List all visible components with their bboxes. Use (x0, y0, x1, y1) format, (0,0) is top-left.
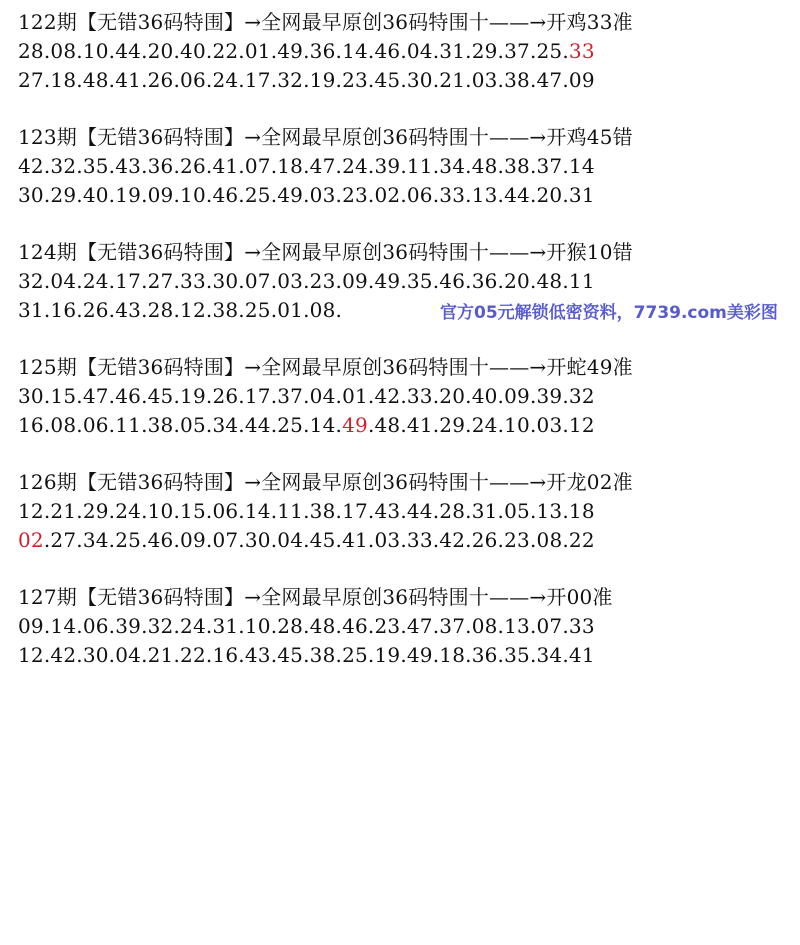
period-block-122 (18, 8, 798, 95)
number-row (18, 497, 798, 526)
period-header: 123期【无错36码特围】→全网最早原创36码特围十——→开鸡45错 (18, 125, 633, 149)
numbers: .27.34.25.46.09.07.30.04.45.41.03.33.42.26.23.08.22 (43, 528, 595, 552)
hit-number: 02 (18, 528, 44, 552)
number-row (18, 66, 798, 95)
period-block-123 (18, 123, 798, 210)
period-header: 127期【无错36码特围】→全网最早原创36码特围十——→开00准 (18, 585, 613, 609)
number-row (18, 267, 798, 296)
number-row (18, 526, 798, 555)
numbers: 12.21.29.24.10.15.06.14.11.38.17.43.44.28.31.05.13.18 (18, 499, 595, 523)
period-header: 122期【无错36码特围】→全网最早原创36码特围十——→开鸡33准 (18, 10, 633, 34)
period-block-126 (18, 468, 798, 555)
number-row (18, 382, 798, 411)
number-row (18, 37, 798, 66)
number-row (18, 152, 798, 181)
numbers: 30.15.47.46.45.19.26.17.37.04.01.42.33.20.40.09.39.32 (18, 384, 595, 408)
period-header: 125期【无错36码特围】→全网最早原创36码特围十——→开蛇49准 (18, 355, 633, 379)
numbers: .48.41.29.24.10.03.12 (367, 413, 595, 437)
number-row (18, 641, 798, 670)
numbers: 32.04.24.17.27.33.30.07.03.23.09.49.35.46.36.20.48.11 (18, 269, 595, 293)
numbers: 30.29.40.19.09.10.46.25.49.03.23.02.06.33.13.44.20.31 (18, 183, 595, 207)
numbers: 42.32.35.43.36.26.41.07.18.47.24.39.11.34.48.38.37.14 (18, 154, 595, 178)
numbers: 16.08.06.11.38.05.34.44.25.14. (18, 413, 343, 437)
number-row (18, 411, 798, 440)
period-header: 126期【无错36码特围】→全网最早原创36码特围十——→开龙02准 (18, 470, 633, 494)
period-block-127 (18, 583, 798, 670)
period-header: 124期【无错36码特围】→全网最早原创36码特围十——→开猴10错 (18, 240, 633, 264)
hit-number: 33 (568, 39, 595, 63)
hit-number: 49 (342, 413, 368, 437)
period-block-125 (18, 353, 798, 440)
numbers: 27.18.48.41.26.06.24.17.32.19.23.45.30.21.03.38.47.09 (18, 68, 595, 92)
numbers: 28.08.10.44.20.40.22.01.49.36.14.46.04.31.29.37.25. (18, 39, 569, 63)
number-row (18, 181, 798, 210)
numbers: 31.16.26.43.28.12.38.25.01.08. (18, 298, 343, 322)
watermark-overlay: 官方05元解锁低密资料，7739.com美彩图 (440, 303, 778, 323)
number-row (18, 612, 798, 641)
numbers: 12.42.30.04.21.22.16.43.45.38.25.19.49.18.36.35.34.41 (18, 643, 595, 667)
numbers: 09.14.06.39.32.24.31.10.28.48.46.23.47.37.08.13.07.33 (18, 614, 595, 638)
